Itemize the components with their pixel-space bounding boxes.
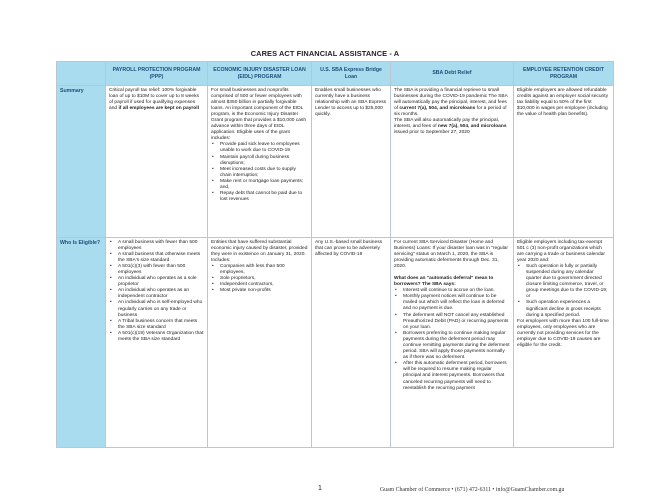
eligible-erc-list — [517, 264, 610, 319]
summary-debt — [391, 86, 514, 238]
list-item: • Such operation experiences a significant decline in gross receipts during a specified period. — [523, 300, 610, 318]
list-item: • Repay debt that cannot be paid due to lost revenues — [217, 191, 308, 203]
text-run: for a period of six months. — [394, 105, 507, 117]
eligible-ppp-list — [109, 240, 204, 344]
list-item: • Monthly payment notices will continue to be mailed out which will reflect the loan is deferred and no payment is due. — [400, 294, 510, 312]
header-bridge-loan: U.S. SBA Express Bridge Loan — [312, 62, 391, 86]
summary-debt-p1 — [394, 88, 510, 118]
summary-bridge: Enables small businesses who currently have a business relationship with an SBA Express Lender to access up to $25,000 quickly. — [312, 86, 391, 238]
list-item: • A small business that otherwise meets the SBA's size standard — [115, 252, 204, 264]
eligible-debt-list — [394, 288, 510, 392]
header-debt-relief: SBA Debt Relief — [391, 62, 514, 86]
eligible-eidl-list — [211, 264, 308, 294]
eligible-bridge: Any U.S.-based small business that can prove to be adversely affected by COVID-19 — [312, 238, 391, 448]
list-item: • An individual who is self-employed who regularly carries on any trade or business — [115, 300, 204, 318]
row-label-eligible: Who Is Eligible? — [57, 238, 106, 448]
eligible-erc-text2: For employers with more than 100 full-time employees, only employees who are currently not providing services for the employer due to COVID-19 causes are eligible for the credit. — [517, 318, 609, 349]
list-item: • A 501(c)(3) with fewer than 500 employees — [115, 264, 204, 276]
list-item: • Maintain payroll during business disruptions; — [217, 155, 308, 167]
list-item: • Companies with less than 500 employees, — [217, 264, 308, 276]
header-row — [57, 62, 614, 86]
document-title: CARES ACT FINANCIAL ASSISTANCE - A — [250, 49, 400, 58]
list-item: • A Tribal business concern that meets the SBA size standard — [115, 319, 204, 331]
footer-contact: Guam Chamber of Commerce • (671) 472-6311 • info@GuamChamber.com.gu — [380, 487, 565, 493]
text-run: issued prior to September 27, 2020 — [394, 130, 470, 136]
list-item: • Meet increased costs due to supply chain interruption; — [217, 167, 308, 179]
list-item: • After this automatic deferment period, borrowers will be required to resume making regular principal and interest payments. Borrowers that canceled recurring payments will need to reestablish the recurring payment — [400, 361, 510, 391]
summary-erc: Eligible employers are allowed refundable credits against an employer social security tax liability equal to 50% of the first $10,000 in wages per employee (including the value of health plan benefits). — [514, 86, 614, 238]
list-item: • Sole proprietors, — [217, 276, 308, 282]
header-erc: EMPLOYEE RETENTION CREDIT PROGRAM — [514, 62, 614, 86]
eligible-erc — [514, 238, 614, 448]
assistance-table — [56, 61, 614, 448]
text-run-bold: current 7(a), 504, and microloans — [399, 105, 476, 111]
list-item: • A 501(c)(19) Veterans Organization that meets the SBA size standard — [115, 331, 204, 343]
text-run-bold: new 7(a), 504, and microloans — [437, 124, 507, 130]
summary-eidl-list — [211, 142, 308, 203]
eligible-ppp — [106, 238, 208, 448]
list-item: • An individual who operates as a sole proprietor — [115, 276, 204, 288]
page-number: 1 — [318, 485, 322, 492]
summary-ppp-bold: if all employees are kept on payroll — [118, 105, 199, 111]
summary-ppp-text: Critical payroll tax relief: 100% forgivable loan of up to $10M to cover up to 8 weeks of payroll if used for qualifying expenses and — [109, 87, 199, 111]
eligible-debt-question: What does an "automatic deferral" mean to borrowers? The SBA says: — [394, 275, 494, 288]
list-item: • Independent contractors, — [217, 282, 308, 288]
list-item: • A small business with fewer than 500 employees — [115, 240, 204, 252]
header-ppp: PAYROLL PROTECTION PROGRAM (PPP) — [106, 62, 208, 86]
list-item: • Interest will continue to accrue on the loan. — [400, 288, 510, 294]
summary-ppp — [106, 86, 208, 238]
row-label-summary: Summary — [57, 86, 106, 238]
header-eidl: ECONOMIC INJURY DISASTER LOAN (EIDL) PROGRAM — [208, 62, 312, 86]
summary-debt-p2 — [394, 118, 510, 136]
eligible-erc-text1: Eligible employers including tax-exempt 501 c (3) non-profit organizations which are carrying a trade or business calendar year 2020 and: — [517, 239, 606, 263]
eligible-row — [57, 238, 614, 448]
summary-eidl — [208, 86, 312, 238]
list-item: • Provide paid sick leave to employees unable to work due to COVID-19 — [217, 142, 308, 154]
header-blank — [57, 62, 106, 86]
text-run: The SBA will also automatically pay the principal, interest, and fees of — [394, 117, 499, 130]
summary-eidl-text: For small businesses and nonprofits comprised of 500 or fewer employees with almost $350 billion in partially forgivable loans. An important component of the EIDL program, is the Economic Injury Disaster Grant program that provides a $10,000 cash advance within three days of EIDL application. Eligible uses of the grant includes: — [211, 87, 307, 142]
list-item: • Such operation is fully or partially suspended during any calendar quarter due to government directed closure limiting commerce, travel, or group meetings due to the COVID-19; or — [523, 264, 610, 301]
eligible-eidl-text: Entities that have suffered substantial economic injury caused by disaster, provided they were in existence on January 31, 2020. Includes: — [211, 239, 308, 263]
list-item: • An individual who operates as an independent contractor — [115, 288, 204, 300]
summary-row — [57, 86, 614, 238]
list-item: • Make rent or mortgage loan payments; and, — [217, 179, 308, 191]
text-run: The SBA is providing a financial reprieve to small businesses during the COVID-19 pandemic The SBA will automatically pay the principal, interest, and fees of — [394, 87, 508, 111]
eligible-debt — [391, 238, 514, 448]
list-item: • Borrowers preferring to continue making regular payments during the deferment period may continue remitting payments during the deferment period. SBA will apply those payments normally as if there was no deferment. — [400, 331, 510, 361]
eligible-debt-intro: For current SBA Serviced Disaster (Home and Business) Loans: If your disaster loan was in "regular servicing" status on March 1, 2020, the SBA is providing automatic deferments through Dec. 31, 2020. — [394, 239, 508, 269]
eligible-eidl — [208, 238, 312, 448]
list-item: • The deferment will NOT cancel any established Preauthorized Debit (PAD) or recurring payments on your loan. — [400, 313, 510, 331]
list-item: • Most private non-profits — [217, 288, 308, 294]
